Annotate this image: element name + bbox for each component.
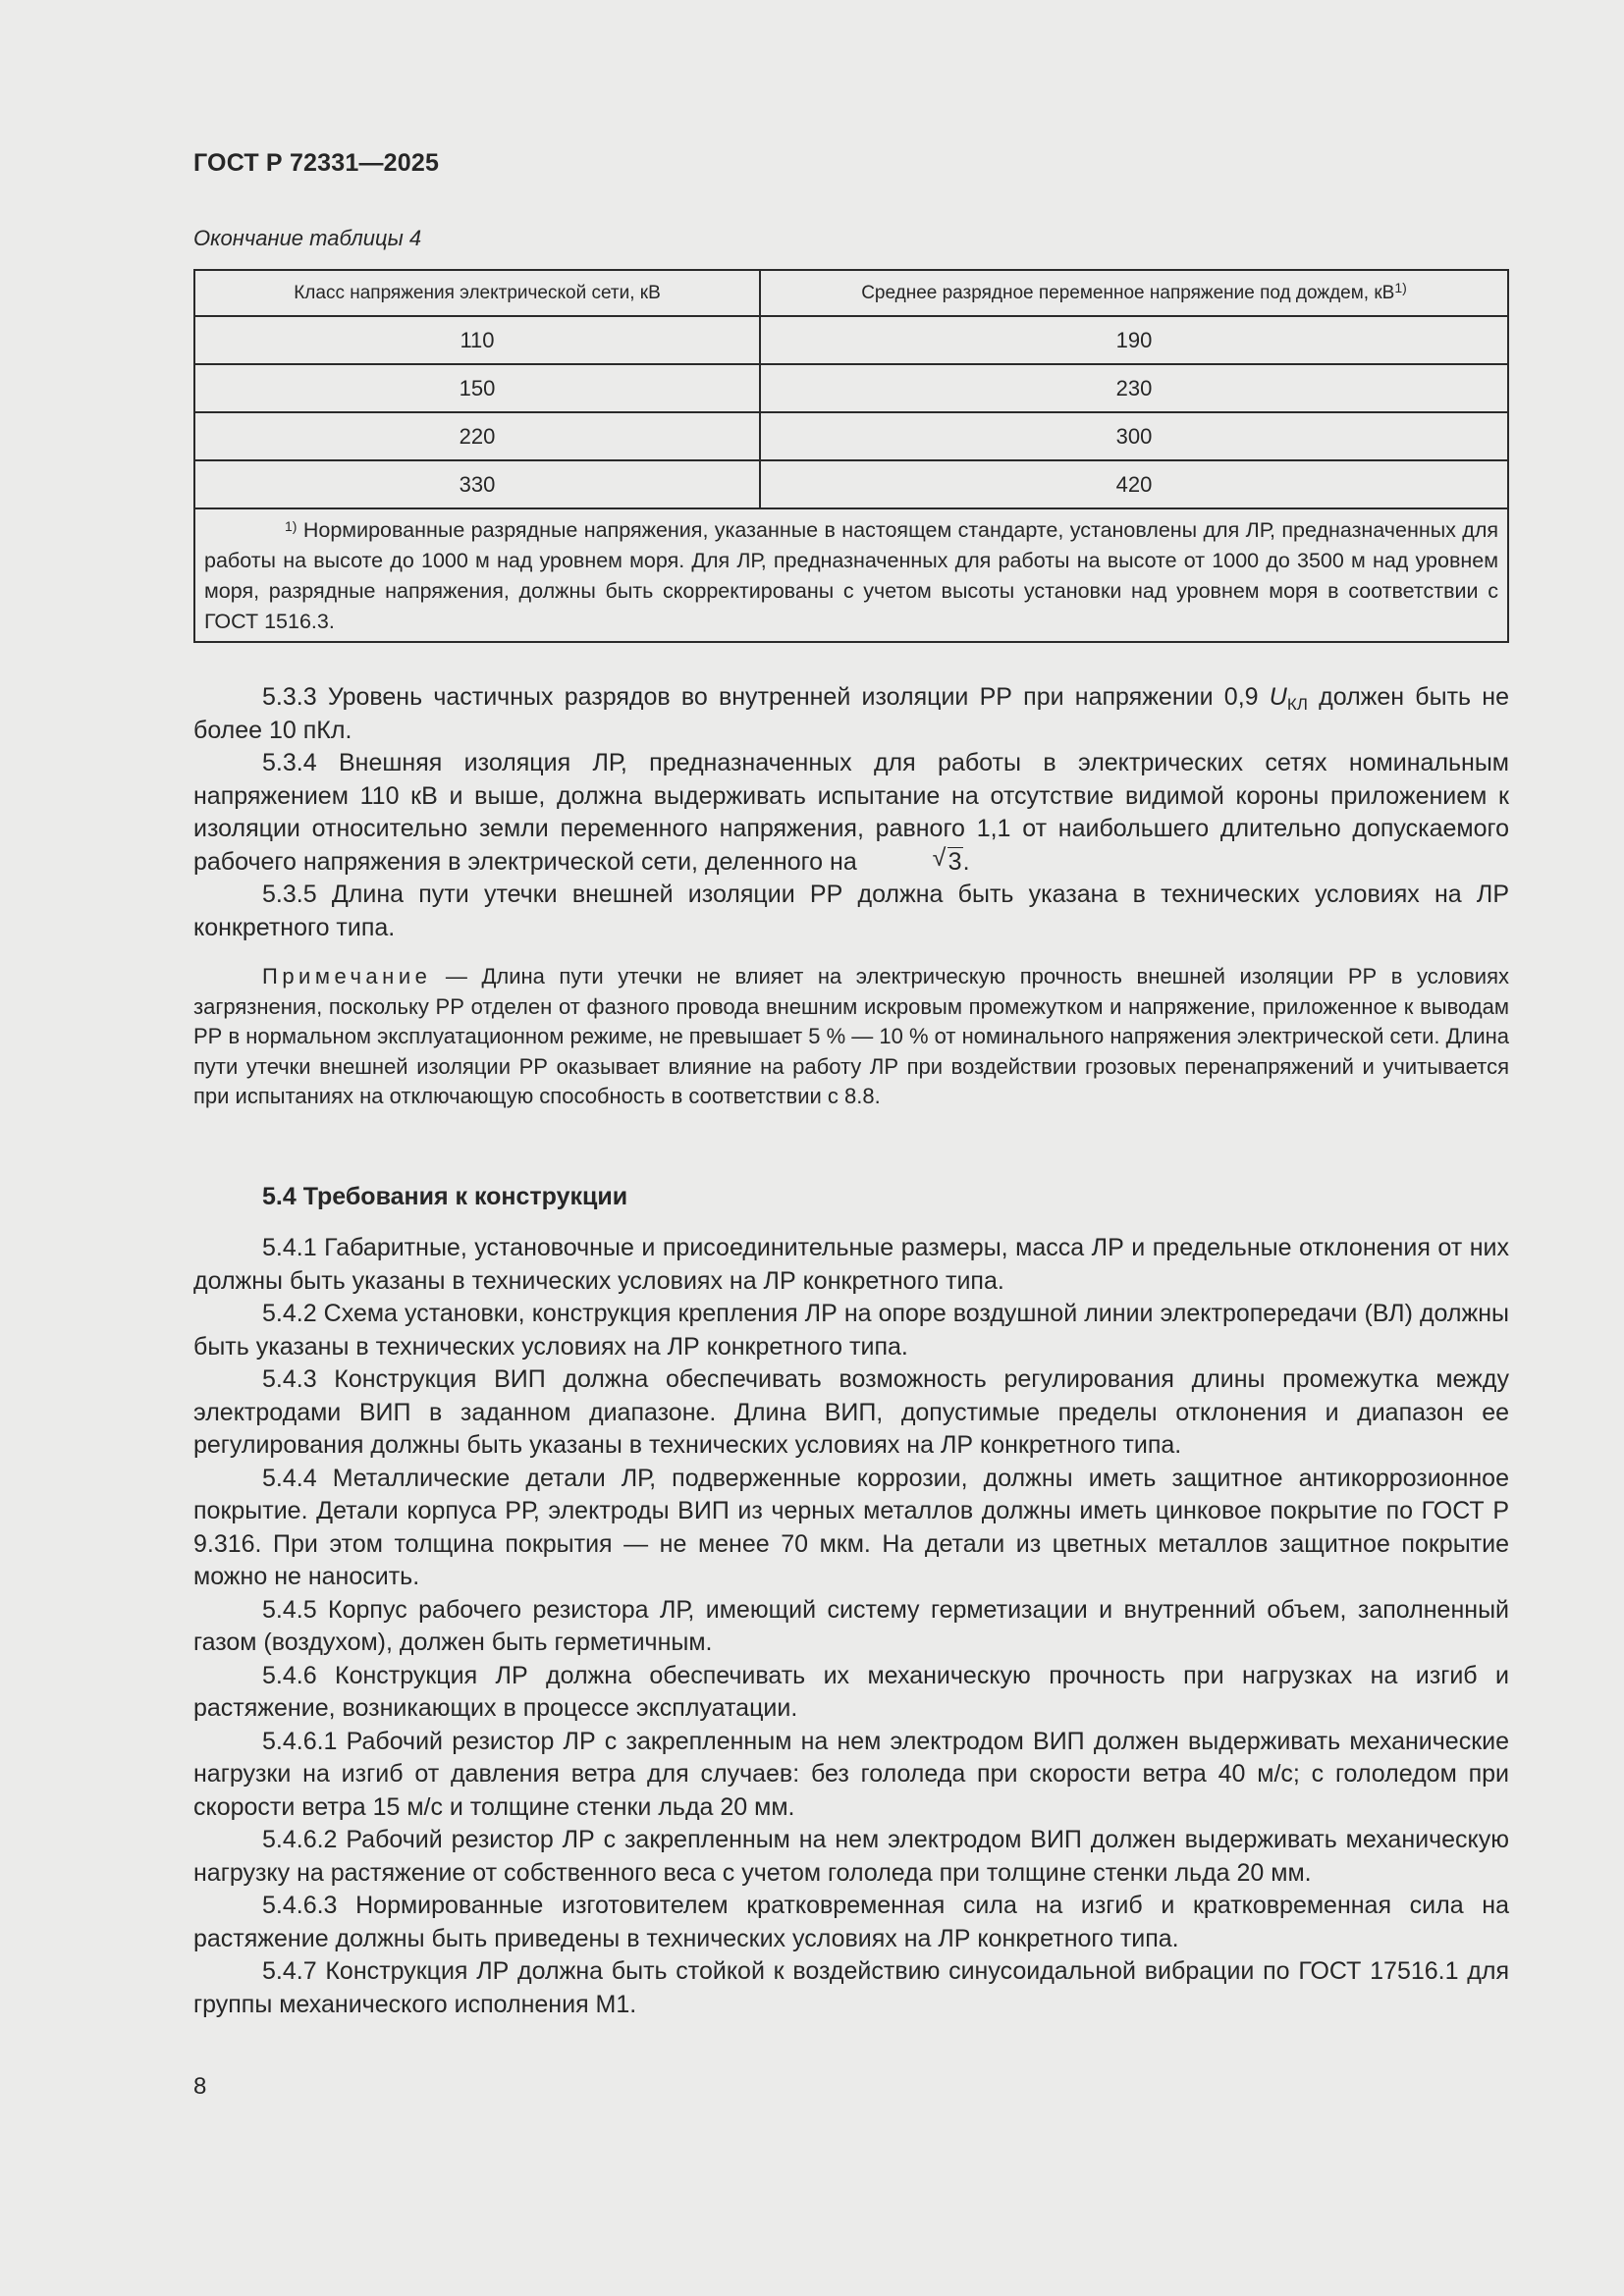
clause-text: . bbox=[962, 847, 970, 876]
clause-paragraph: 5.4.7 Конструкция ЛР должна быть стойкой к воздействию синусоидальной вибрации по ГОСТ 17516.1 для группы механического исполнения М1. bbox=[193, 1957, 1509, 2018]
cell-discharge-voltage: 230 bbox=[760, 364, 1508, 412]
page-number: 8 bbox=[193, 2073, 207, 2100]
section-title: 5.4 Требования к конструкции bbox=[262, 1183, 628, 1210]
clause-paragraph: 5.4.4 Металлические детали ЛР, подверженные коррозии, должны иметь защитное антикоррозионное покрытие. Детали корпуса РР, электроды ВИП из черных металлов должны иметь цинковое покрытие по ГОСТ Р 9.316. При этом толщина покрытия — не менее 70 мкм. На детали из цветных металлов защитное покрытие можно не наносить. bbox=[193, 1464, 1509, 1590]
symbol-subscript: КЛ bbox=[1286, 695, 1308, 714]
clause-paragraph: 5.4.6.3 Нормированные изготовителем кратковременная сила на изгиб и кратковременная сила на растяжение должны быть приведены в технических условиях на ЛР конкретного типа. bbox=[193, 1892, 1509, 1952]
table-footnote bbox=[194, 508, 1508, 642]
cell-discharge-voltage: 300 bbox=[760, 412, 1508, 460]
symbol-u: U bbox=[1269, 683, 1287, 711]
footnote-ref: 1) bbox=[1394, 279, 1407, 295]
clause-5-3-3 bbox=[193, 681, 1509, 747]
clause-paragraph: 5.4.1 Габаритные, установочные и присоединительные размеры, масса ЛР и предельные отклонения от них должны быть указаны в технических условиях на ЛР конкретного типа. bbox=[193, 1234, 1509, 1295]
clause-paragraph: 5.4.6 Конструкция ЛР должна обеспечивать их механическую прочность при нагрузках на изгиб и растяжение, возникающих в процессе эксплуатации. bbox=[193, 1661, 1509, 1722]
voltage-table bbox=[193, 269, 1509, 643]
clauses-5-3 bbox=[193, 681, 1509, 944]
cell-discharge-voltage: 190 bbox=[760, 316, 1508, 364]
footnote-text: Нормированные разрядные напряжения, указанные в настоящем стандарте, установлены для ЛР, предназначенных для работы на высоте до 1000 м над уровнем моря. Для ЛР, предназначенных для работы на высоте от 1000 до 3500 м над уровнем моря, разрядные напряжения, должны быть скорректированы с учетом высоты установки над уровнем моря в соответствии с ГОСТ 1516.3. bbox=[204, 518, 1499, 633]
clause-paragraph: 5.4.2 Схема установки, конструкция крепления ЛР на опоре воздушной линии электропередачи (ВЛ) должны быть указаны в технических условиях на ЛР конкретного типа. bbox=[193, 1300, 1509, 1361]
table-header-row bbox=[194, 270, 1508, 316]
clause-5-3-5: 5.3.5 Длина пути утечки внешней изоляции РР должна быть указана в технических условиях на ЛР конкретного типа. bbox=[193, 881, 1509, 941]
column-header-discharge-voltage bbox=[760, 270, 1508, 316]
sqrt-radicand: 3 bbox=[947, 847, 962, 876]
footnote-mark: 1) bbox=[285, 518, 298, 534]
table-caption: Окончание таблицы 4 bbox=[193, 226, 422, 250]
clause-paragraph: 5.4.5 Корпус рабочего резистора ЛР, имеющий систему герметизации и внутренний объем, заполненный газом (воздухом), должен быть герметичным. bbox=[193, 1595, 1509, 1656]
table-footnote-row bbox=[194, 508, 1508, 642]
sqrt-symbol: √ 3 bbox=[932, 843, 962, 876]
clause-text: 5.3.4 Внешняя изоляция ЛР, предназначенных для работы в электрических сетях номинальным напряжением 110 кВ и выше, должна выдерживать испытание на отсутствие видимой короны приложением к изоляции относительно земли переменного напряжения, равного 1,1 от наибольшего длительно допускаемого рабочего напряжения в электрической сети, деленного на bbox=[193, 749, 1509, 876]
cell-voltage-class: 150 bbox=[194, 364, 760, 412]
cell-voltage-class: 220 bbox=[194, 412, 760, 460]
table-row bbox=[194, 412, 1508, 460]
clause-paragraph: 5.4.6.1 Рабочий резистор ЛР с закрепленным на нем электродом ВИП должен выдерживать механические нагрузки на изгиб от давления ветра для случаев: без гололеда при скорости ветра 40 м/с; с гололедом при скорости ветра 15 м/с и толщине стенки льда 20 мм. bbox=[193, 1727, 1509, 1821]
note-label: Примечание bbox=[262, 964, 432, 988]
clause-5-3-4 bbox=[193, 747, 1509, 879]
note-text: — Длина пути утечки не влияет на электрическую прочность внешней изоляции РР в условиях загрязнения, поскольку РР отделен от фазного провода внешним искровым промежутком и напряжение, приложенное к выводам РР в нормальном эксплуатационном режиме, не превышает 5 % — 10 % от номинального напряжения электрической сети. Длина пути утечки внешней изоляции РР оказывает влияние на работу ЛР при воздействии грозовых перенапряжений и учитывается при испытаниях на отключающую способность в соответствии с 8.8. bbox=[193, 964, 1509, 1108]
note-paragraph bbox=[193, 962, 1509, 1112]
cell-voltage-class: 110 bbox=[194, 316, 760, 364]
clause-text: 5.3.3 Уровень частичных разрядов во внутренней изоляции РР при напряжении 0,9 bbox=[262, 683, 1270, 711]
clause-paragraph: 5.4.6.2 Рабочий резистор ЛР с закрепленным на нем электродом ВИП должен выдерживать механическую нагрузку на растяжение от собственного веса с учетом гололеда при толщине стенки льда 20 мм. bbox=[193, 1826, 1509, 1887]
column-header-voltage-class: Класс напряжения электрической сети, кВ bbox=[194, 270, 760, 316]
note-block bbox=[193, 962, 1509, 1112]
clause-paragraph: 5.4.3 Конструкция ВИП должна обеспечивать возможность регулирования длины промежутка между электродами ВИП в заданном диапазоне. Длина ВИП, допустимые пределы отклонения и диапазон ее регулирования должны быть указаны в технических условиях на ЛР конкретного типа. bbox=[193, 1365, 1509, 1459]
table-row bbox=[194, 460, 1508, 508]
clauses-5-4 bbox=[193, 1232, 1509, 2021]
cell-voltage-class: 330 bbox=[194, 460, 760, 508]
table-row bbox=[194, 316, 1508, 364]
clause-text: должен быть не более 10 пКл. bbox=[193, 683, 1509, 744]
document-header: ГОСТ Р 72331—2025 bbox=[193, 149, 440, 177]
cell-discharge-voltage: 420 bbox=[760, 460, 1508, 508]
column-header-discharge-voltage-text: Среднее разрядное переменное напряжение под дождем, кВ bbox=[861, 282, 1395, 303]
table-row bbox=[194, 364, 1508, 412]
